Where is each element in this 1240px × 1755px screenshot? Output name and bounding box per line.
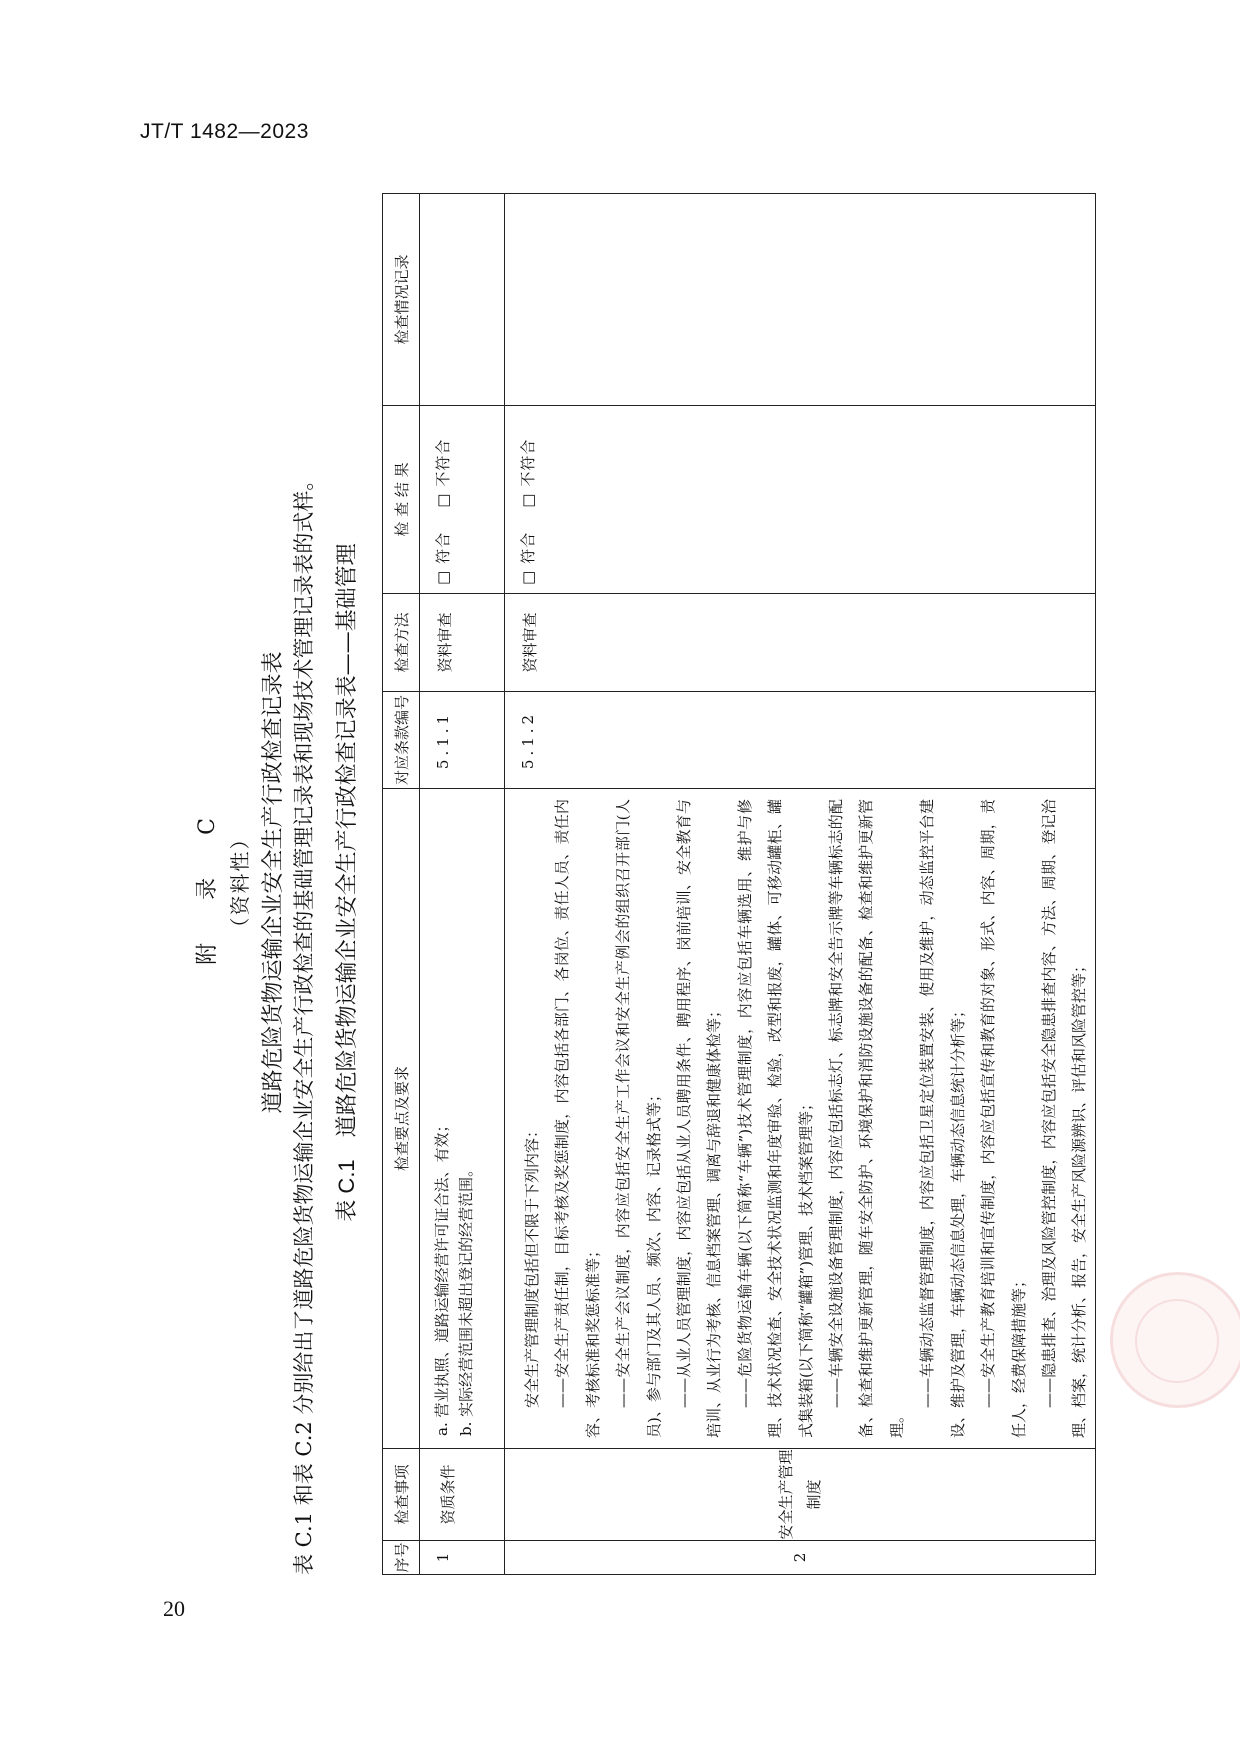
header-seq: 序号	[383, 1541, 420, 1575]
row-clause: 5.1.2	[505, 692, 1096, 789]
header-item: 检查事项	[383, 1449, 420, 1541]
row-record[interactable]	[420, 194, 505, 406]
standard-id: JT/T 1482—2023	[140, 120, 309, 143]
table-caption	[330, 185, 361, 1580]
row-record[interactable]	[505, 194, 1096, 406]
checkbox-pass[interactable]: □	[519, 569, 537, 585]
requirement-line: ——危险货物运输车辆(以下简称“车辆”)技术管理制度，内容应包括车辆选用、维护与修理、技术状况检查、安全技术状况监测和年度审验、检验，改型和报废，罐体、可移动罐柜、罐式集装箱(以下简称“罐箱”)管理、技术档案管理等；	[735, 799, 815, 1438]
header-result: 检 查 结 果	[383, 406, 420, 594]
table-header-row	[383, 194, 420, 1575]
checkbox-fail[interactable]: □	[519, 492, 537, 508]
result-fail-label: 不符合	[434, 438, 452, 487]
requirement-line: ——安全生产会议制度，内容应包括安全生产工作会议和安全生产例会的组织召开部门(人员)、参与部门及其人员、频次、内容、记录格式等；	[614, 799, 663, 1438]
checkbox-fail[interactable]: □	[434, 492, 452, 508]
table-caption-title: 道路危险货物运输企业安全生产行政检查记录表——基础管理	[335, 543, 360, 1138]
row-result	[505, 406, 1096, 594]
watermark-seal	[1110, 1272, 1240, 1408]
requirement-line: a. 营业执照、道路运输经营许可证合法、有效；	[433, 1117, 451, 1436]
header-method: 检查方法	[383, 594, 420, 692]
header-record: 检查情况记录	[383, 194, 420, 406]
appendix-nature: （资料性）	[228, 827, 252, 938]
page-number: 20	[163, 1596, 185, 1621]
result-pass-label: 符合	[519, 531, 537, 564]
requirement-line: 安全生产管理制度包括但不限于下列内容：	[523, 1122, 541, 1408]
table-row	[505, 194, 1096, 1575]
row-seq: 1	[420, 1541, 505, 1575]
rotated-page-content	[190, 185, 1095, 1580]
requirement-line: ——安全生产教育培训和宣传制度，内容应包括宣传和教育的对象、形式、内容、周期，责任人，经费保障措施等；	[979, 799, 1028, 1438]
row-requirements	[420, 789, 505, 1449]
requirement-line: ——车辆动态监督管理制度，内容应包括卫星定位装置安装、使用及维护，动态监控平台建设、维护及管理，车辆动态信息处理，车辆动态信息统计分析等；	[918, 799, 967, 1438]
row-seq: 2	[505, 1541, 1096, 1575]
header-clause: 对应条款编号	[383, 692, 420, 789]
appendix-label: 附 录 C	[195, 800, 220, 965]
table-caption-number: 表 C.1	[334, 1159, 359, 1222]
result-pass-label: 符合	[434, 531, 452, 564]
requirement-line: ——车辆安全设施设备管理制度，内容应包括标志灯、标志牌和安全告示牌等车辆标志的配备、检查和维护更新管理，随车安全防护、环境保护和消防设施设备的配备、检查和维护更新管理。	[827, 799, 906, 1438]
header-requirements: 检查要点及要求	[383, 789, 420, 1449]
requirement-line: ——从业人员管理制度，内容应包括从业人员聘用条件、聘用程序、岗前培训、安全教育与培训、从业行为考核、信息档案管理、调离与辞退和健康体检等；	[675, 799, 724, 1438]
row-result	[420, 406, 505, 594]
checkbox-pass[interactable]: □	[434, 569, 452, 585]
row-method: 资料审查	[505, 594, 1096, 692]
requirement-line: b. 实际经营范围未超出登记的经营范围。	[457, 1161, 475, 1436]
row-clause: 5.1.1	[420, 692, 505, 789]
table-row	[420, 194, 505, 1575]
result-fail-label: 不符合	[519, 438, 537, 487]
requirement-line: ——安全生产责任制，目标考核及奖惩制度，内容包括各部门、各岗位、责任人员、责任内容、考核标准和奖惩标准等；	[553, 799, 602, 1438]
appendix-intro: 表 C.1 和表 C.2 分别给出了道路危险货物运输企业安全生产行政检查的基础管理记录表和现场技术管理记录表的式样。	[292, 469, 316, 1575]
requirement-line: ——隐患排查、治理及风险管控制度，内容应包括安全隐患排查内容、方法、周期、登记治理、档案，统计分析、报告，安全生产风险源辨识、评估和风险管控等；	[1039, 799, 1089, 1438]
row-method: 资料审查	[420, 594, 505, 692]
row-requirements	[505, 789, 1096, 1449]
row-item: 安全生产管理制度	[505, 1449, 1096, 1541]
appendix-title: 道路危险货物运输企业安全生产行政检查记录表	[261, 651, 286, 1114]
inspection-record-table	[382, 193, 1096, 1575]
row-item: 资质条件	[420, 1449, 505, 1541]
